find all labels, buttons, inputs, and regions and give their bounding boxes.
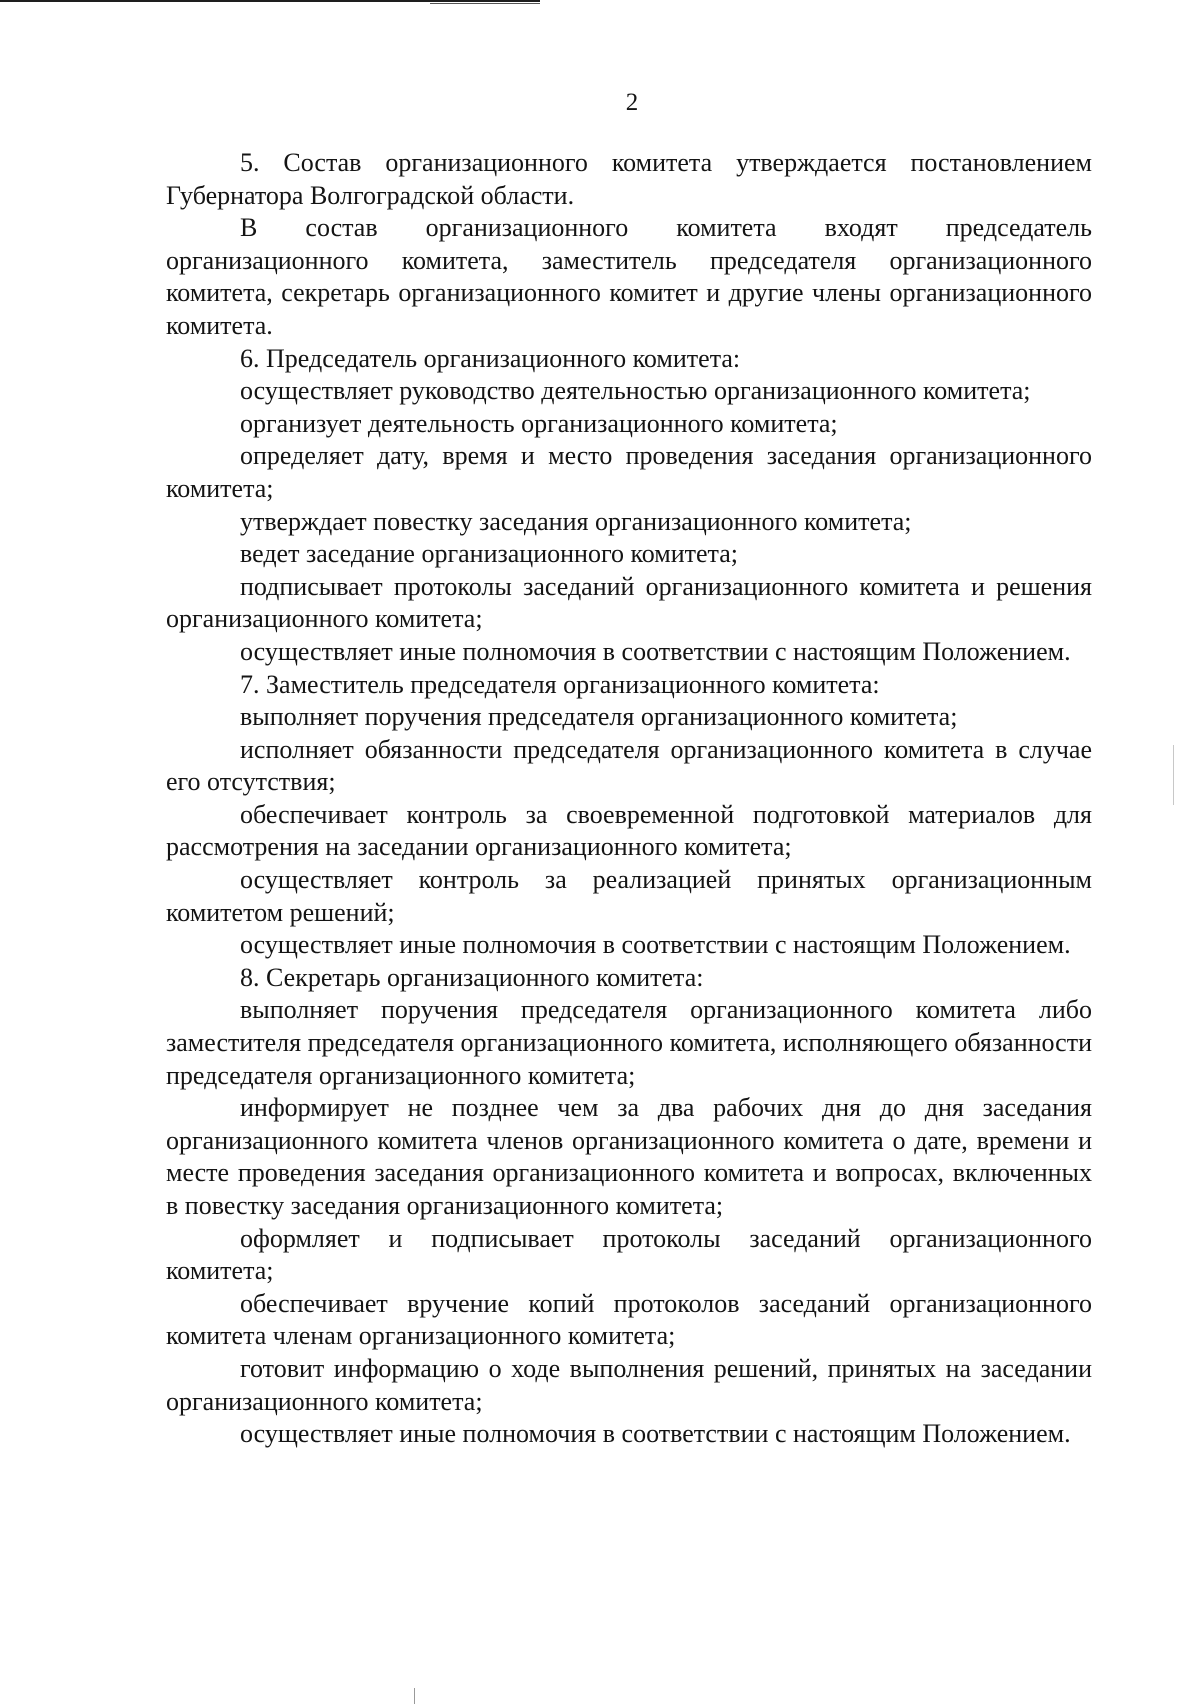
paragraph-deputy-duty: осуществляет иные полномочия в соответствии с настоящим Положением.: [240, 930, 1071, 960]
paragraph-secretary-duty: выполняет поручения председателя организационного комитета либо заместителя председателя организационного комитета, исполняющего обязанности председателя организационного комитета;: [166, 995, 1092, 1090]
paragraph-secretary-duty: обеспечивает вручение копий протоколов заседаний организационного комитета членам организационного комитета;: [166, 1288, 1092, 1351]
scan-artifact: [414, 1688, 415, 1704]
paragraph-secretary-duty: готовит информацию о ходе выполнения решений, принятых на заседании организационного комитета;: [166, 1353, 1092, 1416]
paragraph-chairman-heading: 6. Председатель организационного комитета:: [240, 343, 741, 373]
paragraph-secretary-heading: 8. Секретарь организационного комитета:: [240, 962, 704, 992]
paragraph-chairman-duty: подписывает протоколы заседаний организационного комитета и решения организационного комитета;: [166, 571, 1092, 634]
paragraph-composition-members: В состав организационного комитета входят председатель организационного комитета, заместитель председателя организационного комитета, секретарь организационного комитет и другие члены организационного комитета.: [166, 213, 1092, 340]
paragraph-deputy-duty: исполняет обязанности председателя организационного комитета в случае его отсутствия;: [166, 734, 1092, 797]
paragraph-chairman-duty: осуществляет иные полномочия в соответствии с настоящим Положением.: [240, 636, 1071, 666]
paragraph-deputy-duty: выполняет поручения председателя организационного комитета;: [240, 702, 958, 732]
scan-edge-line: [0, 0, 540, 2]
paragraph-secretary-duty: информирует не позднее чем за два рабочих дня до дня заседания организационного комитета членов организационного комитета о дате, времени и месте проведения заседания организационного комитета и вопросах, включенных в повестку заседания организационного комитета;: [166, 1093, 1092, 1220]
paragraph-chairman-duty: определяет дату, время и место проведения заседания организационного комитета;: [166, 441, 1092, 503]
scan-artifact: [1173, 745, 1174, 805]
paragraph-composition-approval: 5. Состав организационного комитета утверждается постановлением Губернатора Волгоградской области.: [166, 148, 1092, 210]
paragraph-chairman-duty: утверждает повестку заседания организационного комитета;: [240, 506, 912, 536]
paragraph-secretary-duty: осуществляет иные полномочия в соответствии с настоящим Положением.: [240, 1419, 1071, 1449]
paragraph-deputy-heading: 7. Заместитель председателя организационного комитета:: [240, 669, 880, 699]
page-number: 2: [625, 89, 639, 116]
paragraph-deputy-duty: обеспечивает контроль за своевременной подготовкой материалов для рассмотрения на заседании организационного комитета;: [166, 799, 1092, 862]
document-body: [166, 147, 1092, 1451]
paragraph-chairman-duty: организует деятельность организационного комитета;: [240, 408, 838, 438]
paragraph-chairman-duty: ведет заседание организационного комитета;: [240, 539, 738, 569]
paragraph-secretary-duty: оформляет и подписывает протоколы заседаний организационного комитета;: [166, 1223, 1092, 1286]
scan-edge-line: [430, 3, 540, 4]
paragraph-deputy-duty: осуществляет контроль за реализацией принятых организационным комитетом решений;: [166, 865, 1092, 927]
paragraph-chairman-duty: осуществляет руководство деятельностью организационного комитета;: [240, 376, 1031, 406]
